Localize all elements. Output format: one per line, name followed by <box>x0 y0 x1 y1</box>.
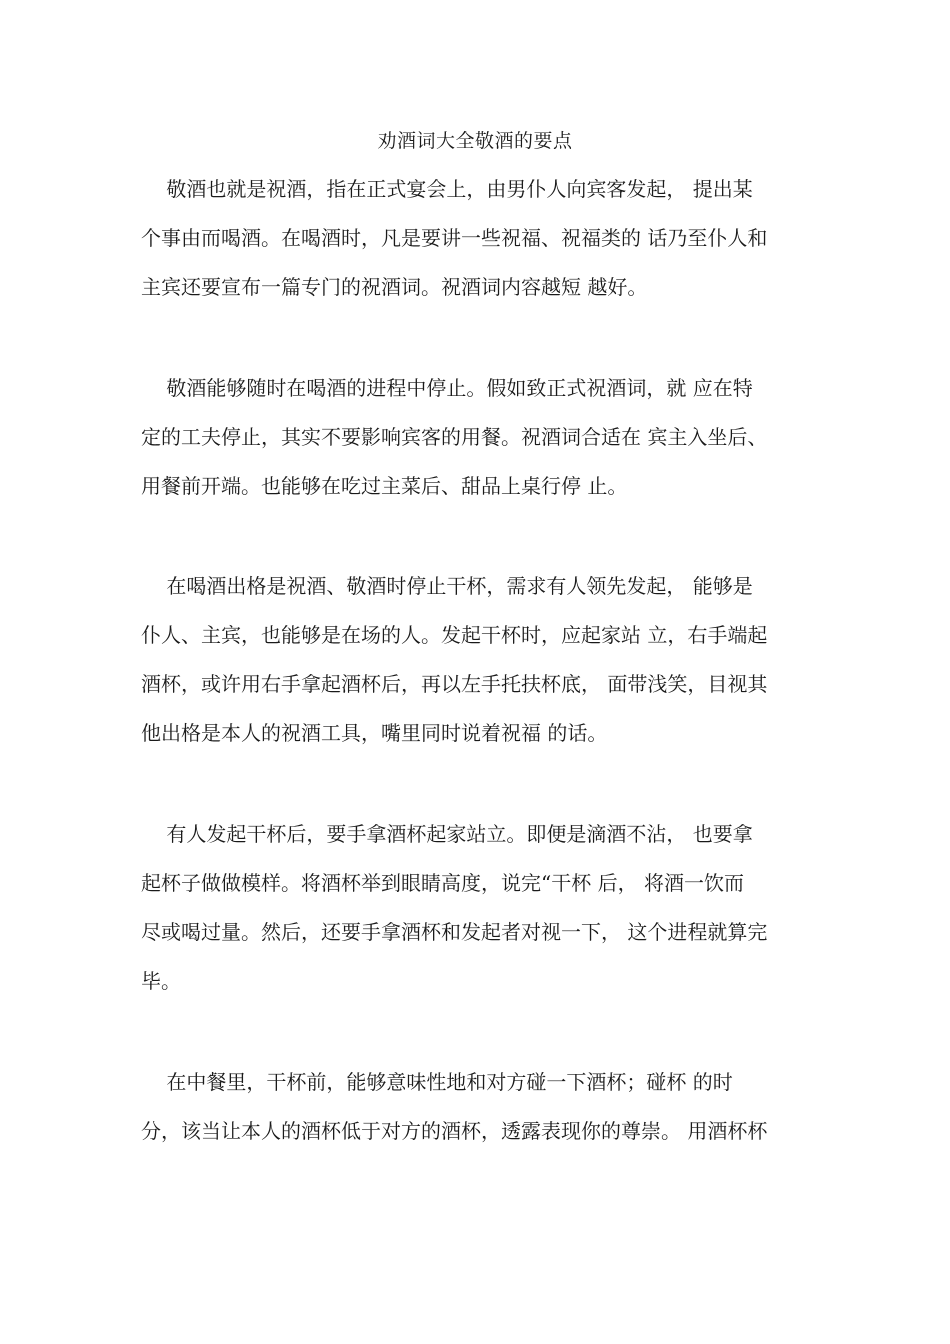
paragraph-line: 有人发起干杯后，要手拿酒杯起家站立。即便是滴酒不沾， 也要拿 <box>141 822 753 846</box>
paragraph-line: 用餐前开端。也能够在吃过主菜后、甜品上桌行停 止。 <box>141 474 628 498</box>
paragraph-line: 在中餐里，干杯前，能够意味性地和对方碰一下酒杯；碰杯 的时 <box>141 1070 733 1094</box>
paragraph <box>141 1058 815 1156</box>
paragraph-line: 毕。 <box>141 969 181 993</box>
paragraph-line: 敬酒能够随时在喝酒的进程中停止。假如致正式祝酒词，就 应在特 <box>141 376 753 400</box>
paragraph-line: 仆人、主宾，也能够是在场的人。发起干杯时，应起家站 立，右手端起 <box>141 623 768 647</box>
paragraph <box>141 562 815 758</box>
paragraph <box>141 810 815 1006</box>
paragraph-line: 尽或喝过量。然后，还要手拿酒杯和发起者对视一下， 这个进程就算完 <box>141 920 768 944</box>
paragraph-line: 他出格是本人的祝酒工具，嘴里同时说着祝福 的话。 <box>141 721 608 745</box>
paragraph-line: 在喝酒出格是祝酒、敬酒时停止干杯，需求有人领先发起， 能够是 <box>141 574 753 598</box>
paragraph-line: 敬酒也就是祝酒，指在正式宴会上，由男仆人向宾客发起， 提出某 <box>141 177 753 201</box>
paragraph-line: 分，该当让本人的酒杯低于对方的酒杯，透露表现你的尊崇。 用酒杯杯 <box>141 1119 768 1143</box>
paragraph-line: 酒杯，或许用右手拿起酒杯后，再以左手托扶杯底， 面带浅笑，目视其 <box>141 672 768 696</box>
paragraph <box>141 165 815 312</box>
paragraph-line: 主宾还要宣布一篇专门的祝酒词。祝酒词内容越短 越好。 <box>141 275 648 299</box>
paragraph-line: 定的工夫停止，其实不要影响宾客的用餐。祝酒词合适在 宾主入坐后、 <box>141 425 768 449</box>
document-title: 劝酒词大全敬酒的要点 <box>377 130 573 152</box>
paragraph <box>141 364 815 511</box>
paragraph-line: 起杯子做做模样。将酒杯举到眼睛高度，说完“干杯 后， 将酒一饮而 <box>141 871 744 895</box>
paragraph-line: 个事由而喝酒。在喝酒时，凡是要讲一些祝福、祝福类的 话乃至仆人和 <box>141 226 768 250</box>
